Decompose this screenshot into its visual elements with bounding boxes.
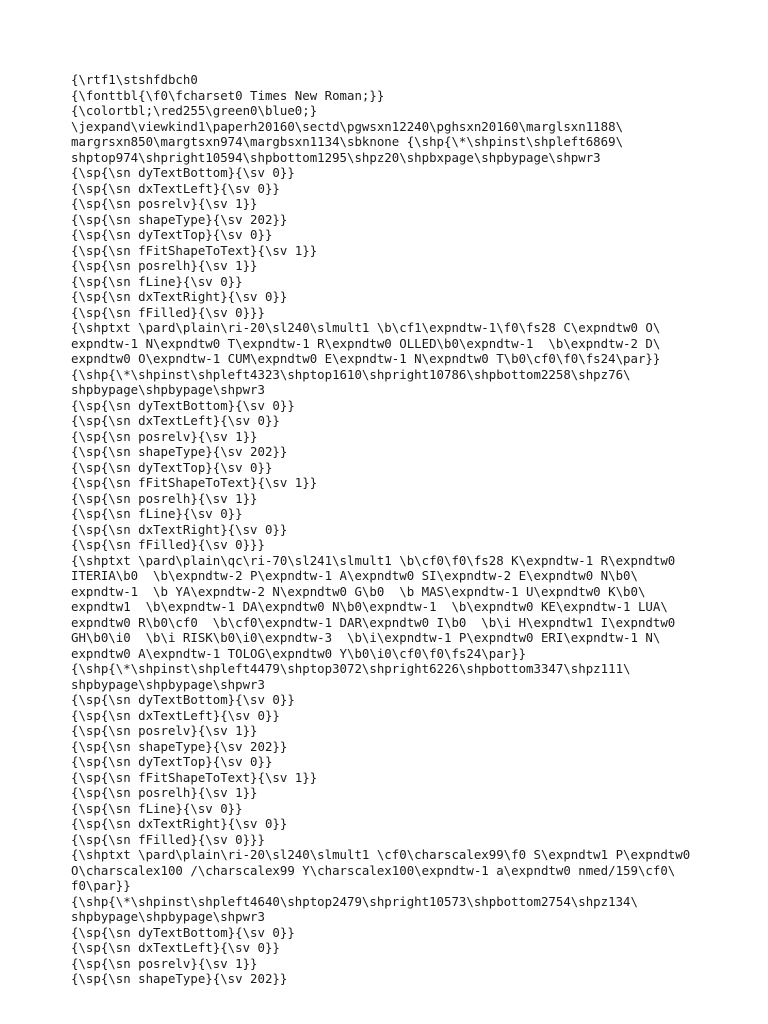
text-line: shpbypage\shpbypage\shpwr3 xyxy=(71,382,265,397)
text-line: {\sp{\sn posrelh}{\sv 1}} xyxy=(71,490,258,506)
text-line: shpbypage\shpbypage\shpwr3 xyxy=(71,676,265,692)
text-line: {\sp{\sn fFitShapeToText}{\sv 1}} xyxy=(71,475,318,490)
text-line: margrsxn850\margtsxn974\margbsxn1134\sbknone {\shp{\*\shpinst\shpleft6869\ xyxy=(71,134,624,149)
text-line: {\sp{\sn dxTextLeft}{\sv 0}} xyxy=(71,180,280,196)
text-line: {\sp{\sn shapeType}{\sv 202}} xyxy=(71,211,288,227)
text-line: GH\b0\i0 \b\i RISK\b0\i0\expndtw-3 \b\i\expndtw-1 P\expndtw0 ERI\expndtw-1 N\ xyxy=(71,630,661,645)
text-line: expndtw0 A\expndtw-1 TOLOG\expndtw0 Y\b0\i0\cf0\f0\fs24\par}} xyxy=(71,645,527,661)
text-line: expndtw-1 \b YA\expndtw-2 N\expndtw0 G\b0 \b MAS\expndtw-1 U\expndtw0 K\b0\ xyxy=(71,583,646,599)
text-line: {\sp{\sn fFitShapeToText}{\sv 1}} xyxy=(71,242,318,258)
text-line: expndtw0 O\expndtw-1 CUM\expndtw0 E\expndtw-1 N\expndtw0 T\b0\cf0\f0\fs24\par}} xyxy=(71,351,661,366)
text-line: expndtw1 \b\expndtw-1 DA\expndtw0 N\b0\expndtw-1 \b\expndtw0 KE\expndtw-1 LUA\ xyxy=(71,599,668,614)
text-line: {\sp{\sn dxTextLeft}{\sv 0}} xyxy=(71,413,280,428)
text-line: {\sp{\sn shapeType}{\sv 202}} xyxy=(71,738,288,754)
rtf-source-text xyxy=(71,72,711,987)
text-line: {\sp{\sn dxTextLeft}{\sv 0}} xyxy=(71,940,280,955)
text-line: {\shptxt \pard\plain\qc\ri-70\sl241\slmult1 \b\cf0\f0\fs28 K\expndtw-1 R\expndtw0 xyxy=(71,552,676,568)
text-line: {\shp{\*\shpinst\shpleft4479\shptop3072\shpright6226\shpbottom3347\shpz111\ xyxy=(71,661,631,676)
text-line: {\shptxt \pard\plain\ri-20\sl240\slmult1 \cf0\charscalex99\f0 S\expndtw1 P\expndtw0 xyxy=(71,847,691,862)
text-line: {\sp{\sn posrelv}{\sv 1}} xyxy=(71,723,258,738)
text-line: {\sp{\sn dyTextTop}{\sv 0}} xyxy=(71,459,273,475)
text-line: {\sp{\sn dyTextBottom}{\sv 0}} xyxy=(71,397,295,413)
text-line: {\sp{\sn dxTextRight}{\sv 0}} xyxy=(71,289,288,304)
text-line: \jexpand\viewkind1\paperh20160\sectd\pgwsxn12240\pghsxn20160\marglsxn1188\ xyxy=(71,118,624,134)
text-line: expndtw-1 N\expndtw0 T\expndtw-1 R\expndtw0 OLLED\b0\expndtw-1 \b\expndtw-2 D\ xyxy=(71,335,661,351)
text-line: {\sp{\sn fLine}{\sv 0}} xyxy=(71,506,243,521)
text-line: {\rtf1\stshfdbch0 xyxy=(71,72,198,87)
text-line: {\sp{\sn dyTextTop}{\sv 0}} xyxy=(71,754,273,769)
text-line: {\sp{\sn dyTextTop}{\sv 0}} xyxy=(71,227,273,242)
text-line: {\sp{\sn dyTextBottom}{\sv 0}} xyxy=(71,692,295,707)
text-line: {\sp{\sn fLine}{\sv 0}} xyxy=(71,273,243,289)
text-line: {\sp{\sn posrelh}{\sv 1}} xyxy=(71,258,258,273)
text-line: {\fonttbl{\f0\fcharset0 Times New Roman;}} xyxy=(71,87,385,103)
text-line: ITERIA\b0 \b\expndtw-2 P\expndtw-1 A\expndtw0 SI\expndtw-2 E\expndtw0 N\b0\ xyxy=(71,568,638,583)
text-line: {\sp{\sn fFitShapeToText}{\sv 1}} xyxy=(71,769,318,785)
text-line: {\shp{\*\shpinst\shpleft4640\shptop2479\shpright10573\shpbottom2754\shpz134\ xyxy=(71,893,638,909)
text-line: shptop974\shpright10594\shpbottom1295\shpz20\shpbxpage\shpbypage\shpwr3 xyxy=(71,149,601,165)
text-line: {\sp{\sn dxTextRight}{\sv 0}} xyxy=(71,816,288,831)
text-line: {\sp{\sn dyTextBottom}{\sv 0}} xyxy=(71,924,295,940)
text-line: O\charscalex100 /\charscalex99 Y\charscalex100\expndtw-1 a\expndtw0 nmed/159\cf0\ xyxy=(71,862,676,878)
text-line: {\sp{\sn dyTextBottom}{\sv 0}} xyxy=(71,165,295,180)
text-line: {\sp{\sn shapeType}{\sv 202}} xyxy=(71,971,288,986)
text-line: expndtw0 R\b0\cf0 \b\cf0\expndtw-1 DAR\expndtw0 I\b0 \b\i H\expndtw1 I\expndtw0 xyxy=(71,614,676,630)
text-line: {\sp{\sn dxTextLeft}{\sv 0}} xyxy=(71,707,280,723)
text-line: {\sp{\sn fFilled}{\sv 0}}} xyxy=(71,304,265,320)
text-line: shpbypage\shpbypage\shpwr3 xyxy=(71,909,265,924)
text-line: {\shptxt \pard\plain\ri-20\sl240\slmult1 \b\cf1\expndtw-1\f0\fs28 C\expndtw0 O\ xyxy=(71,320,661,335)
text-line: {\sp{\sn fFilled}{\sv 0}}} xyxy=(71,537,265,552)
text-line: {\sp{\sn dxTextRight}{\sv 0}} xyxy=(71,521,288,537)
text-line: {\sp{\sn posrelv}{\sv 1}} xyxy=(71,428,258,444)
text-line: {\sp{\sn fFilled}{\sv 0}}} xyxy=(71,831,265,847)
text-line: {\shp{\*\shpinst\shpleft4323\shptop1610\shpright10786\shpbottom2258\shpz76\ xyxy=(71,366,631,382)
text-line: {\sp{\sn posrelh}{\sv 1}} xyxy=(71,785,258,800)
text-line: {\sp{\sn posrelv}{\sv 1}} xyxy=(71,196,258,211)
text-line: {\sp{\sn shapeType}{\sv 202}} xyxy=(71,444,288,459)
text-line: {\sp{\sn fLine}{\sv 0}} xyxy=(71,800,243,816)
text-line: {\sp{\sn posrelv}{\sv 1}} xyxy=(71,955,258,971)
text-line: f0\par}} xyxy=(71,878,131,893)
text-line: {\colortbl;\red255\green0\blue0;} xyxy=(71,103,318,118)
